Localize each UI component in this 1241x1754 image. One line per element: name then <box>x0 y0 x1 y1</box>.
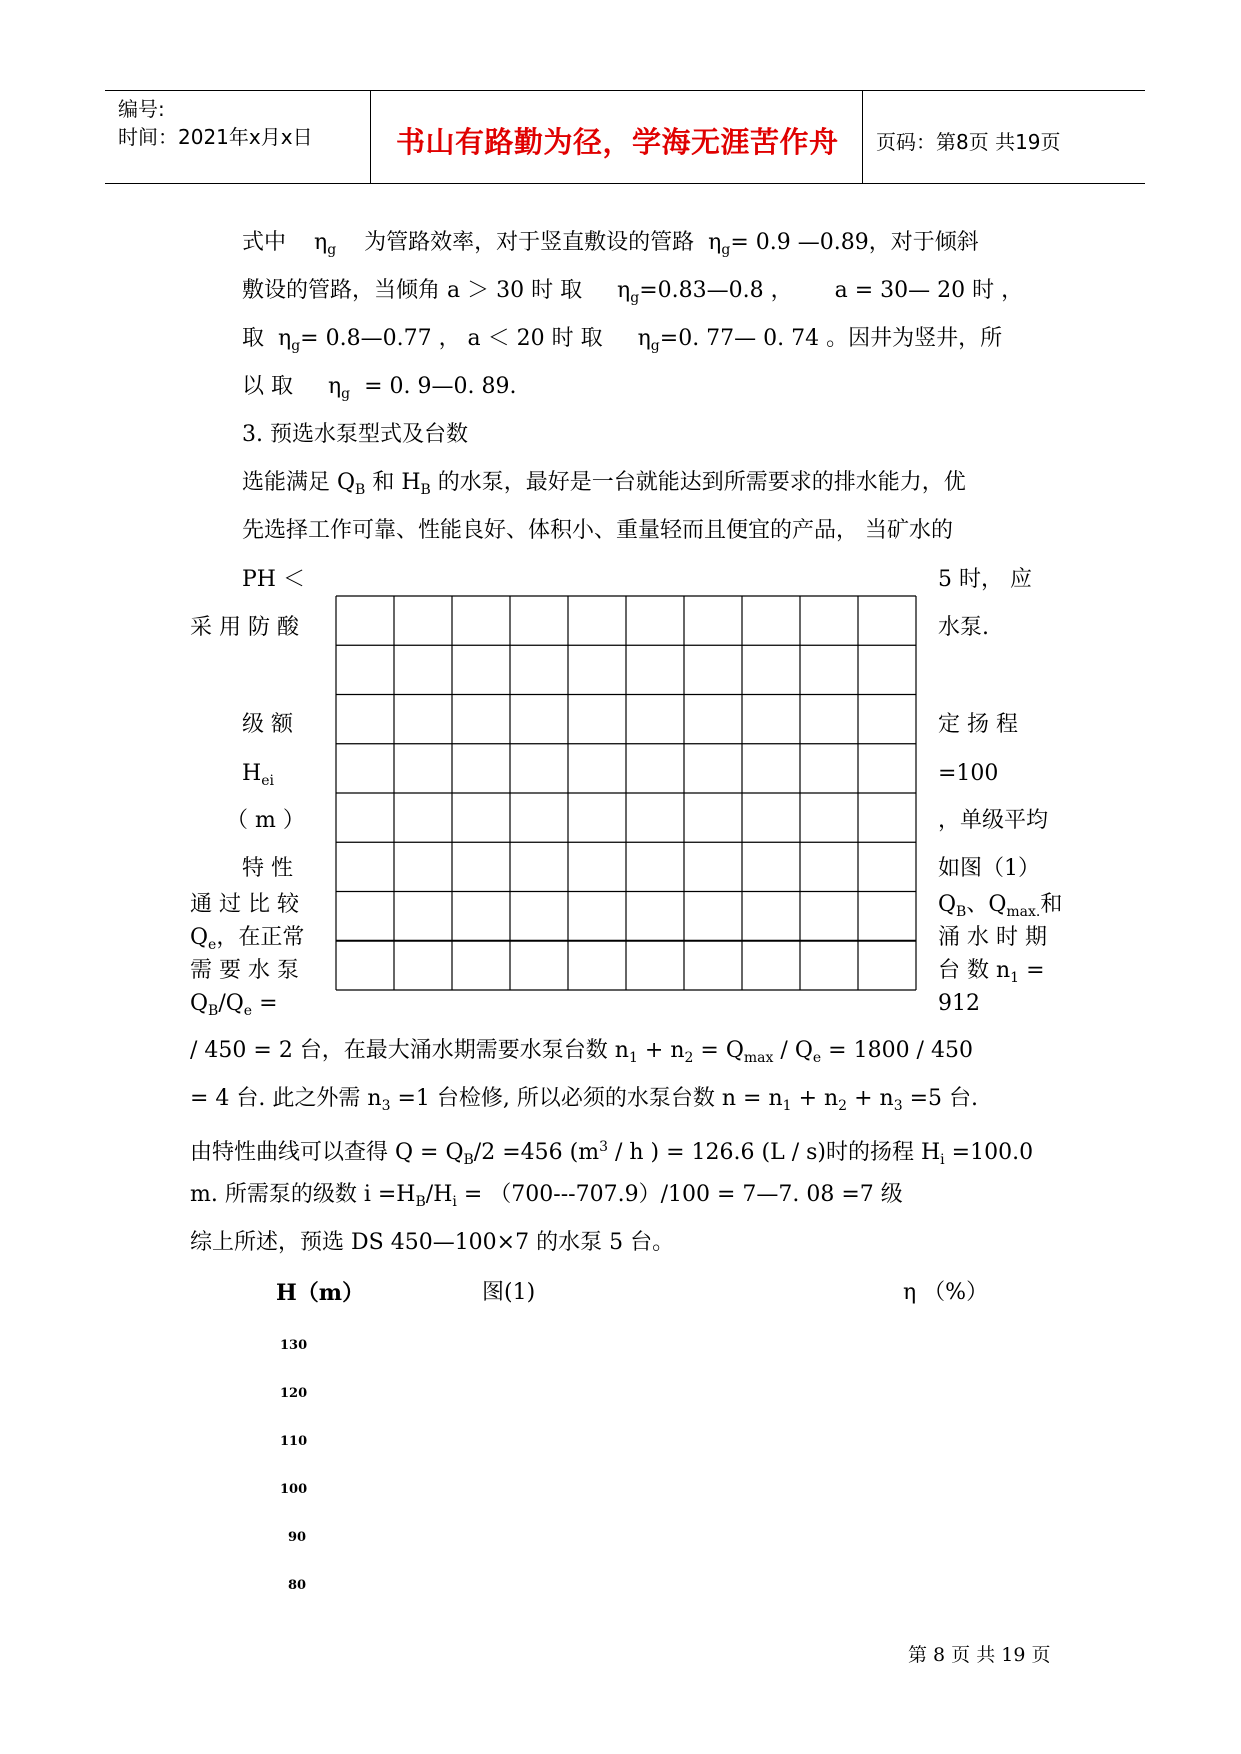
paragraph-line-10: 由特性曲线可以查得 $Q = Q_B/2 =456$ ($m^3$ / h ) = 126.6 (L / s)时的扬程 $H_i =100.0$ <box>190 1139 1034 1168</box>
wrap-right-head: 定 扬 程 <box>938 712 1018 737</box>
wrap-right-hei: =100 <box>938 761 999 786</box>
header-page-label: 页码：第8页 共19页 <box>876 130 1061 154</box>
wrap-left-hei: $H_{ei}$ <box>242 761 274 789</box>
paragraph-line-9: = 4 台. 此之外需 $n_3 =1$ 台检修, 所以必须的水泵台数 $n = n_1 + n_2 + n_3 =5$ 台. <box>190 1086 979 1114</box>
wrap-left-ph: PH ＜ <box>242 567 305 592</box>
wrap-right-char: 如图（1） <box>938 856 1040 881</box>
figure-label: 图(1) <box>482 1280 536 1305</box>
wrap-right-compare: $Q_B$、$Q_{max.}$和 <box>938 892 1063 920</box>
wrap-right-m: ，单级平均 <box>938 808 1049 833</box>
wrap-left-acid: 采 用 防 酸 <box>190 615 299 640</box>
wrap-left-qe: $Q_e$，在正常 <box>190 925 305 953</box>
y-tick-110: 110 <box>280 1434 308 1449</box>
wrap-right-912: 912 <box>938 991 980 1016</box>
header-bottom-rule <box>105 183 1145 184</box>
wrap-right-count: 台 数 $n_1$ = <box>938 958 1045 986</box>
y-tick-130: 130 <box>280 1338 308 1353</box>
wrap-right-ph: 5 时， 应 <box>938 567 1032 592</box>
empty-grid-table <box>334 594 918 992</box>
paragraph-line-1: 式中 $\eta_g$ 为管路效率，对于竖直敷设的管路 $\eta_g= 0.9$ —0.89，对于倾斜 <box>242 230 979 258</box>
header-divider-right <box>862 90 863 184</box>
section-heading: 3. 预选水泵型式及台数 <box>242 422 468 447</box>
wrap-right-acid: 水泵. <box>938 615 989 640</box>
paragraph-line-2: 敷设的管路，当倾角 a ＞ 30 时 取 $\eta_g=0.83—0.8$ ， a = 30— 20 时 ， <box>242 278 1024 306</box>
wrap-left-m: （ m ） <box>226 808 305 833</box>
wrap-left-compare: 通 过 比 较 <box>190 892 299 917</box>
document-time-label: 时间：2021年x月x日 <box>118 125 313 149</box>
document-number-label: 编号: <box>118 97 165 121</box>
paragraph-line-6: 选能满足 $Q_B$ 和 $H_B$ 的水泵，最好是一台就能达到所需要求的排水能力，优 <box>242 470 966 498</box>
paragraph-line-8: / 450 = 2 台，在最大涌水期需要水泵台数 $n_1 + n_2 = Q_{max} / Q_e = 1800 / 450$ <box>190 1038 973 1066</box>
chart-y-left-label: H（m） <box>276 1280 365 1306</box>
paragraph-line-3: 取 $\eta_g=$ 0.8—0.77 ， a ＜ 20 时 取 $\eta_g=0$. 77— 0. 74 。因井为竖井，所 <box>242 326 1003 354</box>
wrap-left-stage: 级 额 <box>242 712 293 737</box>
y-tick-100: 100 <box>280 1482 308 1497</box>
wrap-left-qbqe: $Q_B/Q_e$ = <box>190 991 278 1019</box>
chart-y-right-label: η （%） <box>903 1280 989 1305</box>
wrap-left-char: 特 性 <box>242 856 293 881</box>
page-footer: 第 8 页 共 19 页 <box>908 1644 1051 1666</box>
header-divider-left <box>370 90 371 184</box>
paragraph-line-11: m. 所需泵的级数 $i =H_B/H_i = (700---707.9)/100$ = 7—7. 08 =7 级 <box>190 1182 903 1210</box>
paragraph-line-12: 综上所述，预选 DS 450—100×7 的水泵 5 台。 <box>190 1230 675 1255</box>
wrap-right-normal: 涌 水 时 期 <box>938 925 1047 950</box>
header-top-rule <box>105 90 1145 91</box>
paragraph-line-4: 以 取 $\eta_g = 0$. 9—0. 89. <box>242 374 517 402</box>
header-motto: 书山有路勤为径，学海无涯苦作舟 <box>396 125 839 159</box>
y-tick-120: 120 <box>280 1386 308 1401</box>
wrap-left-need: 需 要 水 泵 <box>190 958 299 983</box>
y-tick-90: 90 <box>288 1530 307 1545</box>
paragraph-line-7: 先选择工作可靠、性能良好、体积小、重量轻而且便宜的产品， 当矿水的 <box>242 518 953 543</box>
y-tick-80: 80 <box>288 1578 307 1593</box>
